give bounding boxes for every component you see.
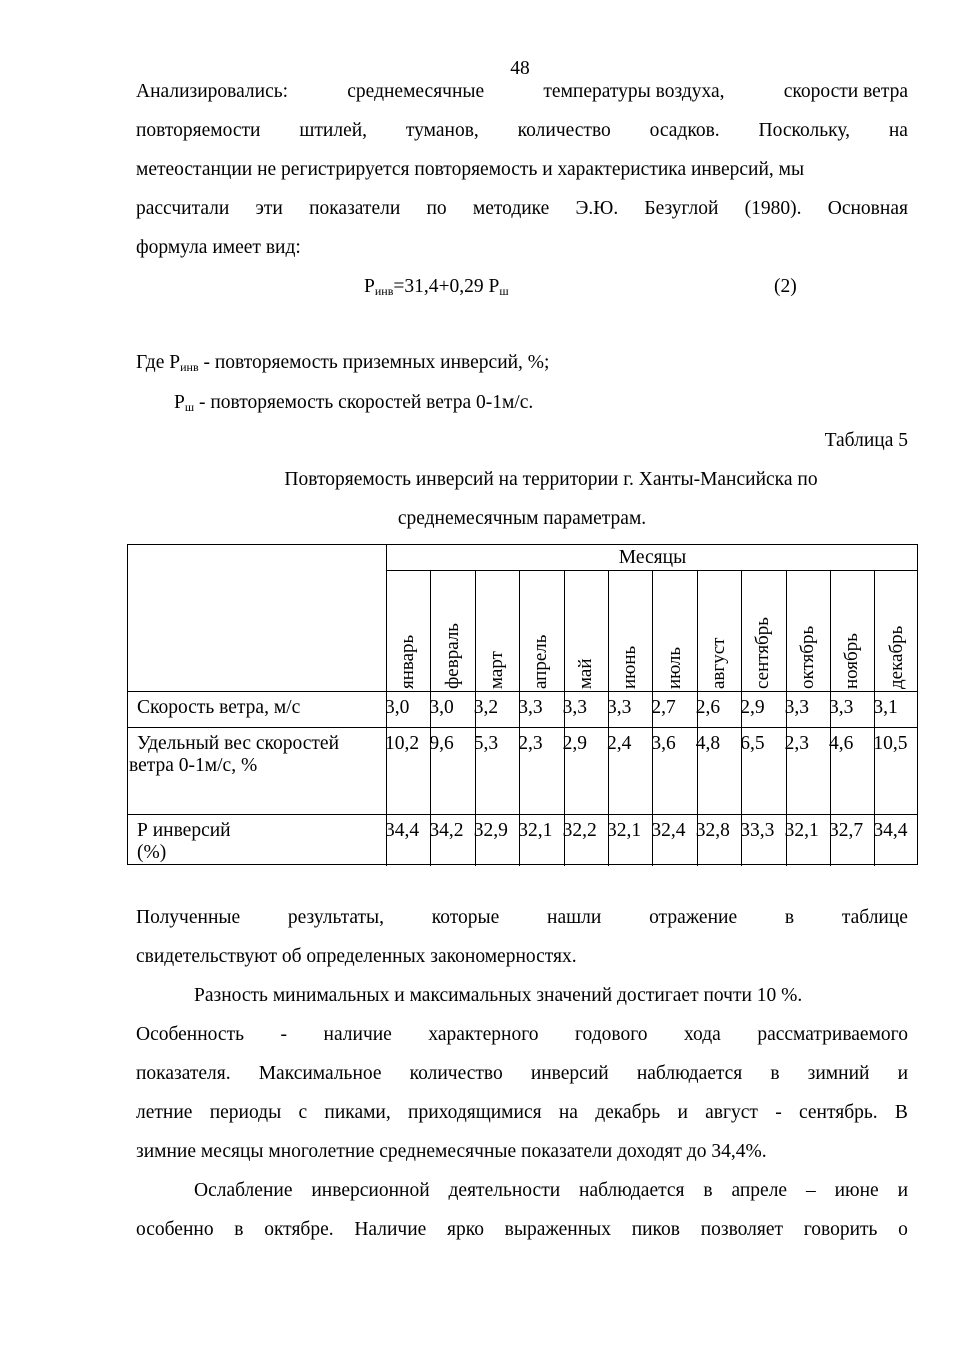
intro-line-2 [136, 119, 908, 143]
word: инверсий [530, 1063, 609, 1084]
definition-2-text: - повторяемость скоростей ветра 0-1м/с. [194, 392, 534, 413]
month-header-2 [475, 571, 519, 691]
page-number: 48 [510, 58, 530, 79]
word: Полученные [136, 907, 241, 928]
table-cell: 4,8 [695, 733, 721, 754]
month-header-10 [830, 571, 874, 691]
word: пиками, [324, 1102, 391, 1123]
word: хода [684, 1024, 721, 1045]
table-cell: 2,6 [695, 697, 721, 718]
month-header-9 [786, 571, 830, 691]
month-header-label: сентябрь [752, 617, 774, 689]
table-cell: 32,1 [784, 820, 819, 841]
word: – [805, 1180, 816, 1201]
table-cell: 2,9 [562, 733, 587, 754]
word: выраженных [504, 1219, 611, 1240]
word: штилей, [299, 120, 368, 141]
definition-1-sub: инв [180, 360, 199, 374]
table-cell: 34,2 [429, 820, 464, 841]
table-cell: 32,1 [607, 820, 642, 841]
table-cell: 4,6 [829, 733, 854, 754]
month-header-6 [652, 571, 696, 691]
word: деятельности [448, 1180, 561, 1201]
table-cell: 2,3 [784, 733, 809, 754]
word: скорости ветра [783, 81, 908, 102]
word: в [770, 1063, 780, 1084]
formula-rhs: =31,4+0,29 Р [393, 276, 500, 297]
month-header-0 [386, 571, 430, 691]
intro-line-1 [136, 80, 908, 104]
word: и [897, 1063, 908, 1084]
table-cell: 3,3 [829, 697, 854, 718]
table-cell: 5,3 [473, 733, 499, 754]
table-cell: 3,3 [784, 697, 809, 718]
word: в [784, 907, 795, 928]
table-cell: 3,2 [473, 697, 499, 718]
result-p1-line-2: свидетельствуют об определенных закономерностях. [136, 946, 577, 967]
month-header-7 [697, 571, 741, 691]
month-header-label: март [485, 651, 507, 689]
result-p2-line-2 [136, 1023, 908, 1047]
table-row-divider [128, 691, 917, 692]
word: Анализировались: [136, 81, 289, 102]
table-cell: 32,9 [473, 820, 508, 841]
month-header-label: февраль [441, 623, 463, 689]
word: наблюдается [579, 1180, 685, 1201]
table-cell: 33,3 [740, 820, 775, 841]
word: приходящимися [408, 1102, 542, 1123]
word: позволяет [700, 1219, 784, 1240]
month-header-4 [564, 571, 608, 691]
word: осадков. [649, 120, 720, 141]
word: наличие [323, 1024, 392, 1045]
word: температуры воздуха, [543, 81, 725, 102]
table-cell: 3,6 [651, 733, 676, 754]
result-p2-line-4 [136, 1101, 908, 1125]
table-cell: 32,1 [518, 820, 553, 841]
month-header-3 [519, 571, 563, 691]
result-p3-line-1 [194, 1179, 908, 1203]
word: инверсионной [311, 1180, 430, 1201]
table-title-line-1: Повторяемость инверсий на территории г. Ханты-Мансийска по [284, 469, 818, 490]
word: Основная [827, 198, 908, 219]
table-title-line-2: среднемесячным параметрам. [397, 508, 647, 529]
word: в [234, 1219, 244, 1240]
word: Особенность [136, 1024, 244, 1045]
word: - [775, 1102, 782, 1123]
word: ярко [447, 1219, 484, 1240]
month-header-label: август [707, 637, 729, 689]
table-cell: 34,4 [873, 820, 908, 841]
formula [364, 276, 509, 299]
month-header-11 [874, 571, 918, 691]
intro-line-4 [136, 197, 908, 221]
word: количество [517, 120, 611, 141]
table-cell: 32,7 [829, 820, 864, 841]
word: пиков [631, 1219, 680, 1240]
word: сентябрь. [798, 1102, 878, 1123]
table-cell: 34,4 [385, 820, 420, 841]
table-cell: 3,3 [562, 697, 587, 718]
word: Э.Ю. [575, 198, 619, 219]
row-label-2: Р инверсий [137, 820, 231, 841]
word: на [888, 120, 908, 141]
definition-1-prefix: Где Р [136, 352, 181, 373]
table-cell: 2,7 [651, 697, 676, 718]
word: годового [575, 1024, 648, 1045]
intro-line-5: формула имеет вид: [136, 237, 301, 258]
month-header-label: январь [397, 634, 419, 689]
table-number: Таблица 5 [824, 430, 908, 451]
month-header-5 [608, 571, 652, 691]
word: Максимальное [258, 1063, 382, 1084]
word: отражение [649, 907, 738, 928]
word: нашли [547, 907, 602, 928]
word: таблице [841, 907, 908, 928]
month-header-label: апрель [530, 634, 552, 689]
word: Ослабление [194, 1180, 293, 1201]
table-cell: 3,3 [518, 697, 543, 718]
month-header-label: октябрь [796, 625, 818, 689]
table-cell: 32,8 [695, 820, 730, 841]
definition-2 [174, 391, 946, 419]
table-cell: 9,6 [429, 733, 454, 754]
word: которые [431, 907, 500, 928]
result-p2-line-1: Разность минимальных и максимальных значений достигает почти 10 %. [194, 985, 803, 1006]
word: методике [472, 198, 550, 219]
table-cell: 3,1 [873, 697, 898, 718]
table-row-divider [128, 814, 917, 815]
table-cell: 10,5 [873, 733, 908, 754]
row-label-1: ветра 0-1м/с, % [129, 755, 258, 776]
word: (1980). [744, 198, 802, 219]
formula-lhs-sub: инв [374, 284, 394, 298]
word: - [280, 1024, 287, 1045]
month-header-label: июнь [619, 645, 641, 689]
months-group-header: Месяцы [386, 545, 918, 571]
word: апреле [731, 1180, 788, 1201]
result-p2-line-3 [136, 1062, 908, 1086]
table-cell: 3,3 [607, 697, 632, 718]
word: октябре. [264, 1219, 334, 1240]
row-label-0: Скорость ветра, м/с [137, 697, 301, 718]
result-p1-line-1 [136, 906, 908, 930]
word: характерного [428, 1024, 539, 1045]
word: Наличие [354, 1219, 427, 1240]
result-p2-line-5: зимние месяцы многолетние среднемесячные показатели доходят до 34,4%. [136, 1141, 767, 1162]
word: летние [136, 1102, 193, 1123]
table-cell: 10,2 [385, 733, 420, 754]
definition-1 [136, 351, 908, 379]
word: количество [409, 1063, 503, 1084]
definition-2-prefix: Р [174, 392, 185, 413]
data-table [127, 544, 918, 865]
word: туманов, [405, 120, 479, 141]
month-header-label: июль [663, 646, 685, 689]
table-cell: 32,2 [562, 820, 597, 841]
definition-2-sub: ш [184, 400, 195, 414]
month-header-label: декабрь [885, 625, 907, 689]
month-header-8 [741, 571, 785, 691]
word: Безуглой [644, 198, 719, 219]
word: рассматриваемого [757, 1024, 908, 1045]
word: эти [255, 198, 283, 219]
intro-line-3: метеостанции не регистрируется повторяемость и характеристика инверсий, мы [136, 159, 805, 180]
formula-number: (2) [774, 276, 797, 297]
table-cell: 2,4 [607, 733, 632, 754]
word: повторяемости [136, 120, 261, 141]
word: говорить [803, 1219, 878, 1240]
table-cell: 3,0 [385, 697, 410, 718]
table-cell: 32,4 [651, 820, 686, 841]
word: декабрь [595, 1102, 661, 1123]
word: и [677, 1102, 688, 1123]
word: рассчитали [136, 198, 230, 219]
result-p3-line-2 [136, 1218, 908, 1242]
word: периоды [209, 1102, 282, 1123]
word: в [703, 1180, 713, 1201]
word: на [558, 1102, 578, 1123]
month-header-label: май [574, 658, 596, 689]
word: Поскольку, [758, 120, 850, 141]
word: показателя. [136, 1063, 231, 1084]
word: с [298, 1102, 308, 1123]
table-cell: 6,5 [740, 733, 765, 754]
formula-rhs-sub: ш [499, 284, 509, 298]
word: среднемесячные [347, 81, 485, 102]
table-cell: 2,9 [740, 697, 765, 718]
definition-1-text: - повторяемость приземных инверсий, %; [198, 352, 550, 373]
formula-lhs: Р [364, 276, 375, 297]
row-label-2: (%) [137, 842, 167, 863]
word: показатели [309, 198, 401, 219]
word: по [426, 198, 447, 219]
word: август [705, 1102, 758, 1123]
month-header-1 [430, 571, 474, 691]
table-cell: 3,0 [429, 697, 454, 718]
month-header-label: ноябрь [841, 633, 863, 689]
word: зимний [807, 1063, 870, 1084]
word: результаты, [287, 907, 385, 928]
table-cell: 2,3 [518, 733, 543, 754]
row-label-1: Удельный вес скоростей [137, 733, 340, 754]
table-row-divider [128, 727, 917, 728]
word: В [894, 1102, 908, 1123]
word: наблюдается [636, 1063, 743, 1084]
word: особенно [136, 1219, 214, 1240]
word: июне [834, 1180, 879, 1201]
word: и [897, 1180, 908, 1201]
word: о [898, 1219, 908, 1240]
